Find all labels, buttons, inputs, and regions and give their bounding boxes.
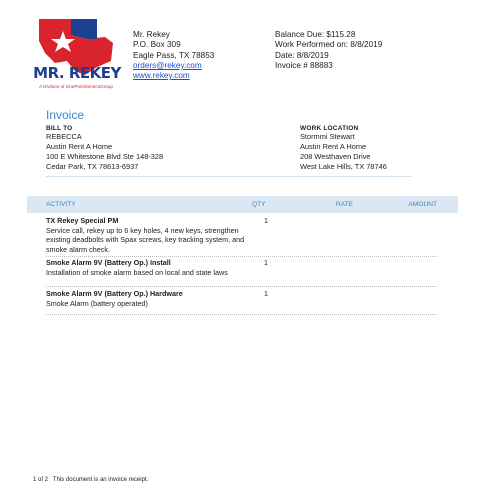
company-address-line2: Eagle Pass, TX 78853 [133,50,215,60]
row-divider [46,286,437,287]
row-qty: 1 [264,258,268,267]
bill-to-line: 100 E Whitestone Blvd Ste 148-328 [46,152,164,161]
page-number: 1 of 2 [33,477,49,483]
table-header [27,196,458,213]
row-description: Smoke Alarm (battery operated) [46,298,148,308]
invoice-number: Invoice # 88883 [275,60,333,70]
company-email-link[interactable]: orders@rekey.com [133,60,202,70]
company-name: Mr. Rekey [133,30,170,39]
row-description: Installation of smoke alarm based on local and state laws [46,267,228,277]
col-header-amount: AMOUNT [408,201,437,208]
col-header-rate: RATE [335,201,353,208]
col-header-qty: QTY [252,201,266,208]
invoice-summary [275,30,382,71]
balance-due: Balance Due: $115.28 [275,30,356,39]
section-divider [46,176,411,177]
work-location-section [300,125,387,172]
row-activity [46,289,251,308]
page-footer [33,477,148,483]
company-info [133,30,214,81]
row-title: TX Rekey Special PM [46,216,119,225]
bill-to-line: Cedar Park, TX 78613-6937 [46,162,139,171]
invoice-title: Invoice [46,108,85,122]
row-title: Smoke Alarm 9V (Battery Op.) Install [46,258,171,267]
logo-brand-text: MR. REKEY [33,64,121,82]
work-location-line: West Lake Hills, TX 78746 [300,162,387,171]
work-performed-date: Work Performed on: 8/8/2019 [275,40,383,50]
col-header-activity: ACTIVITY [46,201,76,208]
work-location-heading: WORK LOCATION [300,125,359,132]
row-activity [46,216,251,254]
company-logo [27,17,125,97]
work-location-line: Austin Rent A Home [300,142,367,151]
work-location-line: 208 Westhaven Drive [300,152,371,161]
footer-note: This document is an invoice receipt. [52,477,149,483]
row-activity [46,258,251,277]
row-title: Smoke Alarm 9V (Battery Op.) Hardware [46,289,183,298]
invoice-date: Date: 8/8/2019 [275,50,329,60]
row-divider [46,256,437,257]
row-divider [46,314,437,315]
row-qty: 1 [264,289,268,298]
bill-to-section [46,125,163,172]
row-description: Service call, rekey up to 6 key holes, 4 new keys, strengthen existing deadbolts with Spax screws, key tracking system, and smoke alarm check. [46,225,245,254]
bill-to-heading: BILL TO [46,125,73,132]
company-website-link[interactable]: www.rekey.com [133,71,190,81]
work-location-line: Stormmi Stewart [300,132,355,141]
bill-to-line: REBECCA [46,132,82,141]
company-address-line1: P.O. Box 309 [133,40,181,50]
row-qty: 1 [264,216,268,225]
bill-to-line: Austin Rent A Home [46,142,113,151]
logo-tagline: A Division of OnePointServiceGroup [39,84,113,89]
